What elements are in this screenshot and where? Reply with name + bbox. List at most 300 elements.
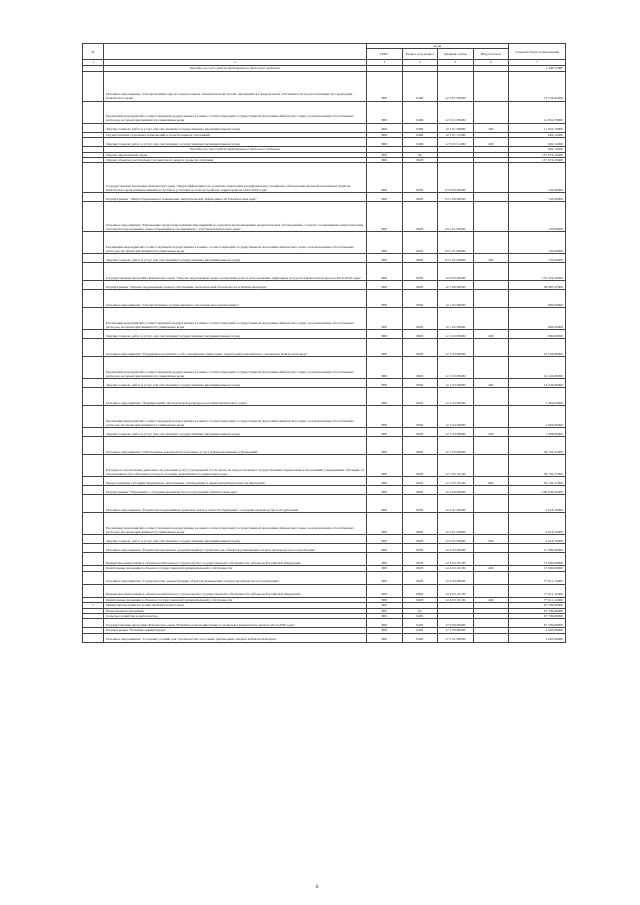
cell-grbs: 808 [367, 379, 403, 388]
cell-vr: 200 [473, 428, 509, 437]
cell-vr [473, 202, 509, 232]
cell-name: Закупка товаров, работ и услуг для обеспечения государственных (муниципальных) нужд [104, 428, 367, 437]
cell-grbs: 808 [367, 281, 403, 290]
cell-rz: 0603 [402, 330, 438, 339]
cell-vr [473, 281, 509, 290]
table-row [83, 406, 566, 428]
cell-grbs: 808 [367, 71, 403, 101]
cell-rz: 0603 [402, 544, 438, 553]
cell-sum: 17 000,00000 [509, 566, 566, 571]
table-row [83, 495, 566, 513]
cell-cs: 12 1 03 09990 [438, 379, 474, 388]
cell-rz: 0603 [402, 406, 438, 428]
cell-grbs: 808 [367, 254, 403, 263]
cell-grbs: 808 [367, 132, 403, 137]
cell-grbs: 808 [367, 138, 403, 147]
cell-name: Закупка товаров, работ и услуг для обеспечения государственных (муниципальных) нужд [104, 138, 367, 147]
cell-rz: 0603 [402, 571, 438, 584]
cell-grbs: 809 [367, 628, 403, 633]
cell-cs: 12 3 01 51280 [438, 138, 474, 147]
cell-name: Предоставление субсидий бюджетным, автономным учреждениям и иным некоммерческим организациям [104, 477, 367, 486]
cell-sum: 602,12200 [509, 138, 566, 147]
cell-n [83, 486, 104, 495]
table-row [83, 330, 566, 339]
cell-grbs: 808 [367, 232, 403, 254]
cell-cs: 12 1 04 09990 [438, 406, 474, 428]
colnum-6: 6 [473, 60, 509, 65]
cell-sum: 11 952,70000 [509, 101, 566, 123]
cell-cs: 12 4 01 09990 [438, 535, 474, 544]
cell-n [83, 455, 104, 477]
cell-cs: 12 4 00 00000 [438, 486, 474, 495]
cell-grbs: 808 [367, 330, 403, 339]
cell-cs: 17 1 01 00000 [438, 633, 474, 642]
cell-grbs: 808 [367, 566, 403, 571]
cell-name: Реализация мероприятий соответствующей подпрограммы в рамках соответствующей государственной программы Камчатского края, за исключением обособленных расходов, которым присваиваются уникальные коды [104, 406, 367, 428]
cell-rz: 0603 [402, 495, 438, 513]
header-sum: Годовой объем ассигнований [509, 44, 566, 60]
cell-vr: 200 [473, 535, 509, 544]
cell-name: Основное мероприятие "Проведение энергосберегающих мероприятий по результатам проведенных энергетических обследований, согласно составленным энергетическим паспортам и программам энергосбережения в организациях с участием Камчатского края" [104, 202, 367, 232]
cell-sum: 77 611,12400 [509, 597, 566, 602]
cell-name: Реализация мероприятий соответствующей подпрограммы в рамках соответствующей государственной программы Камчатского края, за исключением обособленных расходов, которым присваиваются уникальные коды [104, 308, 367, 330]
cell-sum: 150,00000 [509, 254, 566, 263]
cell-n [83, 437, 104, 455]
cell-vr: 200 [473, 254, 509, 263]
cell-sum: 17 000,00000 [509, 544, 566, 553]
cell-rz: 0603 [402, 477, 438, 486]
cell-rz: 0603 [402, 281, 438, 290]
colnum-1: 1 [83, 60, 104, 65]
cell-rz: 0603 [402, 513, 438, 535]
cell-vr [473, 486, 509, 495]
header-codes: коды [367, 44, 509, 49]
cell-rz: 0603 [402, 597, 438, 602]
cell-rz: 0603 [402, 163, 438, 193]
table-row [83, 357, 566, 379]
cell-name: Основное мероприятие "Разработка нормативных правовых актов в области обращения с отходами производства и потребления" [104, 495, 367, 513]
cell-vr [473, 71, 509, 101]
cell-name: Расходы на обеспечение деятельности (оказание услуг) учреждений, в том числе на предоставление государственным бюджетным и автономным учреждениям субсидий, за исключением обособленных расходов, которым присваиваются уникальные коды [104, 455, 367, 477]
cell-cs: 12 3 01 51280 [438, 132, 474, 137]
cell-rz: 0603 [402, 428, 438, 437]
cell-grbs: 808 [367, 477, 403, 486]
cell-name: Расходы за счет средств федерального бюджета отдельно [104, 147, 367, 152]
table-row [83, 437, 566, 455]
cell-sum: 1 826,00000 [509, 388, 566, 406]
cell-rz: 0406 [402, 101, 438, 123]
cell-grbs: 809 [367, 633, 403, 642]
cell-rz: 0603 [402, 158, 438, 163]
cell-rz: 0603 [402, 202, 438, 232]
cell-vr [473, 455, 509, 477]
cell-n [83, 193, 104, 202]
cell-name: Капитальные вложения в объекты государственной (муниципальной) собственности [104, 566, 367, 571]
cell-name: Бюджетные инвестиции в объекты капитального строительства государственной собственности субъектов Российской Федерации [104, 553, 367, 566]
cell-vr: 200 [473, 379, 509, 388]
cell-cs: 12 3 01 00000 [438, 71, 474, 101]
cell-cs: 03 1 00 00000 [438, 193, 474, 202]
cell-name: Сельское хозяйство и рыболовство [104, 614, 367, 619]
cell-sum: 4 093,00000 [509, 628, 566, 633]
cell-n [83, 101, 104, 123]
cell-sum: 602,12200 [509, 147, 566, 152]
cell-n [83, 584, 104, 597]
cell-grbs: 809 [367, 608, 403, 613]
cell-sum: 77 611,12400 [509, 584, 566, 597]
cell-rz: 0405 [402, 614, 438, 619]
cell-vr [473, 388, 509, 406]
cell-grbs: 808 [367, 357, 403, 379]
cell-vr [473, 544, 509, 553]
cell-rz: 0603 [402, 566, 438, 571]
cell-grbs: 808 [367, 158, 403, 163]
cell-name: Закупка товаров, работ и услуг для обеспечения государственных (муниципальных) нужд [104, 254, 367, 263]
table-row [83, 71, 566, 101]
cell-cs: 12 1 00 00000 [438, 281, 474, 290]
cell-rz: 0406 [402, 71, 438, 101]
cell-name: Министерство рыбного хозяйства Камчатского края [104, 603, 367, 608]
cell-rz: 0603 [402, 535, 438, 544]
cell-rz: 0603 [402, 357, 438, 379]
cell-name: Подпрограмма "Энергосбережение и повышение энергетической эффективности в Камчатском крае" [104, 193, 367, 202]
cell-rz: 0405 [402, 628, 438, 633]
cell-sum: 100 629,32400 [509, 486, 566, 495]
cell-name: Основное мероприятие "Обеспечение деятельности (оказание услуг) подведомственных учреждений" [104, 437, 367, 455]
cell-vr: 200 [473, 123, 509, 132]
cell-name: Подпрограмма "Развитие аквакультуры" [104, 628, 367, 633]
cell-vr [473, 633, 509, 642]
colnum-3: 3 [367, 60, 403, 65]
cell-name: Реализация мероприятий соответствующей подпрограммы в рамках соответствующей государственной программы Камчатского края, за исключением обособленных расходов, которым присваиваются уникальные коды [104, 101, 367, 123]
cell-vr [473, 232, 509, 254]
table-row [83, 163, 566, 193]
cell-vr: 600 [473, 477, 509, 486]
page-number: 8 [316, 885, 319, 890]
cell-n [83, 513, 104, 535]
cell-rz: 0603 [402, 254, 438, 263]
cell-grbs: 808 [367, 535, 403, 544]
colnum-2: 2 [104, 60, 367, 65]
cell-n [83, 619, 104, 628]
table-row [83, 281, 566, 290]
cell-rz: 0406 [402, 123, 438, 132]
cell-n [83, 428, 104, 437]
cell-rz: 0603 [402, 339, 438, 357]
cell-n [83, 553, 104, 566]
cell-sum: 12 554,82200 [509, 71, 566, 101]
cell-n [83, 232, 104, 254]
cell-rz: 04 [402, 608, 438, 613]
header-grbs: ГРБС [367, 49, 403, 60]
cell-sum: 1 449,31800 [509, 65, 566, 71]
cell-cs: 03 0 00 00000 [438, 163, 474, 193]
cell-vr [473, 263, 509, 281]
cell-grbs: 808 [367, 388, 403, 406]
cell-n [83, 138, 104, 147]
cell-n [83, 330, 104, 339]
table-row [83, 339, 566, 357]
cell-sum: 4 093,00000 [509, 633, 566, 642]
cell-grbs: 808 [367, 263, 403, 281]
cell-grbs: 808 [367, 455, 403, 477]
cell-cs: 12 4 02 10130 [438, 566, 474, 571]
cell-rz: 0603 [402, 584, 438, 597]
cell-vr [473, 290, 509, 308]
cell-n [83, 535, 104, 544]
cell-sum: 157 524,50400 [509, 263, 566, 281]
cell-grbs: 808 [367, 544, 403, 553]
cell-n [83, 339, 104, 357]
cell-n [83, 406, 104, 428]
cell-name: Закупка товаров, работ и услуг для обеспечения государственных (муниципальных) нужд [104, 535, 367, 544]
cell-name: Основное мероприятие "Осуществление мер по охране водных объектов или их частей, находящихся в федеральной собственности и расположенных на территории Камчатского края" [104, 71, 367, 101]
header-vr: Вид расходов [473, 49, 509, 60]
cell-cs: 12 1 04 00000 [438, 388, 474, 406]
cell-sum: 38 895,37000 [509, 281, 566, 290]
cell-name: Основное мероприятие "Формирование экологической культуры населения Камчатского края" [104, 388, 367, 406]
cell-vr: 400 [473, 597, 509, 602]
cell-cs: 12 4 01 09990 [438, 513, 474, 535]
cell-cs: 17 0 00 00000 [438, 619, 474, 628]
table-row [83, 544, 566, 553]
table-row [83, 571, 566, 584]
table-row [83, 308, 566, 330]
cell-grbs: 808 [367, 553, 403, 566]
cell-grbs: 808 [367, 571, 403, 584]
cell-n [83, 163, 104, 193]
cell-vr [473, 357, 509, 379]
colnum-5: 5 [438, 60, 474, 65]
table-row [83, 232, 566, 254]
cell-sum: 11 952,70000 [509, 123, 566, 132]
cell-vr: 200 [473, 138, 509, 147]
cell-n [83, 633, 104, 642]
cell-cs: 03 1 01 09990 [438, 254, 474, 263]
cell-vr [473, 163, 509, 193]
cell-grbs: 808 [367, 597, 403, 602]
cell-vr [473, 101, 509, 123]
cell-n [83, 571, 104, 584]
cell-n: 7 [83, 603, 104, 608]
header-num: № [83, 44, 104, 60]
cell-sum: 1 826,00000 [509, 406, 566, 428]
cell-n [83, 308, 104, 330]
cell-sum: 602,12200 [509, 132, 566, 137]
cell-vr [473, 437, 509, 455]
cell-cs: 12 4 03 10130 [438, 584, 474, 597]
cell-sum: 67 709,80000 [509, 614, 566, 619]
cell-cs: 12 1 05 10140 [438, 455, 474, 477]
cell-vr: 400 [473, 566, 509, 571]
table-row [83, 633, 566, 642]
cell-rz: 0603 [402, 263, 438, 281]
cell-rz: 0603 [402, 455, 438, 477]
colnum-7: 7 [509, 60, 566, 65]
cell-rz: 0603 [402, 308, 438, 330]
cell-rz: 0603 [402, 437, 438, 455]
cell-grbs: 808 [367, 308, 403, 330]
cell-rz: 0406 [402, 132, 438, 137]
cell-name: Охрана объектов растительного и животного мира и среды их обитания [104, 158, 367, 163]
cell-vr [473, 584, 509, 597]
cell-sum: 4 018,10000 [509, 495, 566, 513]
cell-rz: 0603 [402, 388, 438, 406]
cell-sum: 150,00000 [509, 202, 566, 232]
cell-vr [473, 571, 509, 584]
table-row [83, 455, 566, 477]
cell-grbs: 809 [367, 603, 403, 608]
cell-cs: 12 3 01 09990 [438, 123, 474, 132]
cell-grbs: 808 [367, 584, 403, 597]
cell-name: Закупка товаров, работ и услуг для обеспечения государственных (муниципальных) нужд [104, 330, 367, 339]
cell-sum: 14 526,80000 [509, 357, 566, 379]
cell-n [83, 544, 104, 553]
table-row [83, 263, 566, 281]
cell-vr [473, 619, 509, 628]
cell-sum: 157 674,50400 [509, 158, 566, 163]
cell-name: Реализация мероприятий соответствующей подпрограммы в рамках соответствующей государственной программы Камчатского края, за исключением обособленных расходов, которым присваиваются уникальные коды [104, 513, 367, 535]
cell-sum: 67 709,80000 [509, 619, 566, 628]
cell-n [83, 477, 104, 486]
cell-rz: 06 [402, 152, 438, 157]
cell-name: Бюджетные инвестиции в объекты капитального строительства государственной собственности субъектов Российской Федерации [104, 584, 367, 597]
cell-cs: 12 1 04 09990 [438, 428, 474, 437]
cell-sum: 800,00000 [509, 330, 566, 339]
cell-cs: 12 4 01 00000 [438, 495, 474, 513]
cell-rz: 0603 [402, 553, 438, 566]
cell-vr [473, 308, 509, 330]
table-row [83, 101, 566, 123]
cell-name: Государственная программа Камчатского края "Энергоэффективность, развитие энергетики и коммунального хозяйства, обеспечение жителей населенных пунктов Камчатского края коммунальными услугами и услугами по благоустройству территорий на 2014-2018 годы" [104, 163, 367, 193]
cell-grbs: 808 [367, 406, 403, 428]
table-body [83, 65, 566, 642]
cell-grbs: 808 [367, 193, 403, 202]
cell-name: Основное мероприятие "Поддержка и развитие особо охраняемых природных территорий регионального значения в Камчатском крае" [104, 339, 367, 357]
cell-n [83, 263, 104, 281]
cell-cs: 12 3 01 09990 [438, 101, 474, 123]
cell-name: Закупка товаров, работ и услуг для обеспечения государственных (муниципальных) нужд [104, 379, 367, 388]
cell-grbs: 808 [367, 486, 403, 495]
cell-sum: 1 826,00000 [509, 428, 566, 437]
table-row [83, 379, 566, 388]
cell-name: Государственная программа Камчатского края "Развитие рыбохозяйственного комплекса Камчатского края на 2014-2020 годы" [104, 619, 367, 628]
cell-n [83, 388, 104, 406]
cell-n [83, 495, 104, 513]
cell-sum: 4 018,10000 [509, 513, 566, 535]
cell-name: Подпрограмма "Обращение с отходами производства и потребления в Камчатском крае" [104, 486, 367, 495]
cell-vr [473, 193, 509, 202]
cell-grbs: 808 [367, 101, 403, 123]
cell-sum: 17 000,00000 [509, 553, 566, 566]
table-row [83, 513, 566, 535]
table-row [83, 619, 566, 628]
cell-sum: 157 674,50400 [509, 152, 566, 157]
cell-grbs: 808 [367, 437, 403, 455]
cell-rz: 0405 [402, 633, 438, 642]
cell-n [83, 71, 104, 101]
cell-sum: 39 742,47000 [509, 477, 566, 486]
cell-name: Национальная экономика [104, 608, 367, 613]
cell-sum: 39 742,47000 [509, 437, 566, 455]
cell-grbs: 808 [367, 428, 403, 437]
cell-cs: 12 4 03 00000 [438, 571, 474, 584]
cell-sum: 67 709,80000 [509, 603, 566, 608]
table-row [83, 535, 566, 544]
table-row [83, 290, 566, 308]
cell-cs: 12 4 03 10130 [438, 597, 474, 602]
cell-vr [473, 339, 509, 357]
cell-name: Основное мероприятие "Создание условий для строительства лососевых рыбоводных заводов в Камчатском крае" [104, 633, 367, 642]
cell-name: Основное мероприятие "Строительство, реконструкция объектов размещения отходов производства и потребления" [104, 571, 367, 584]
cell-rz: 0603 [402, 379, 438, 388]
cell-cs: 12 0 00 00000 [438, 263, 474, 281]
cell-grbs: 808 [367, 152, 403, 157]
cell-n [83, 290, 104, 308]
cell-name: Основное мероприятие "Осуществление государственного экологического мониторинга" [104, 290, 367, 308]
cell-grbs: 808 [367, 290, 403, 308]
table-row [83, 428, 566, 437]
budget-table [82, 43, 566, 643]
cell-name: Закупка товаров, работ и услуг для обеспечения государственных (муниципальных) нужд [104, 123, 367, 132]
cell-vr [473, 553, 509, 566]
cell-rz: 0405 [402, 619, 438, 628]
table-row [83, 584, 566, 597]
cell-sum: 150,00000 [509, 232, 566, 254]
cell-n [83, 281, 104, 290]
cell-grbs: 809 [367, 614, 403, 619]
table-row [83, 477, 566, 486]
cell-grbs: 808 [367, 495, 403, 513]
cell-vr: 200 [473, 330, 509, 339]
cell-vr [473, 495, 509, 513]
cell-n [83, 202, 104, 232]
cell-n [83, 123, 104, 132]
cell-grbs: 808 [367, 123, 403, 132]
cell-sum: 67 709,80000 [509, 608, 566, 613]
cell-n [83, 379, 104, 388]
cell-sum: 77 611,12400 [509, 571, 566, 584]
table-row [83, 138, 566, 147]
table-row [83, 388, 566, 406]
cell-cs: 12 1 05 00000 [438, 437, 474, 455]
cell-rz: 0603 [402, 193, 438, 202]
cell-name: Реализация мероприятий соответствующей подпрограммы в рамках соответствующей государственной программы Камчатского края, за исключением обособленных расходов, которым присваиваются уникальные коды [104, 357, 367, 379]
cell-sum: 800,00000 [509, 308, 566, 330]
cell-vr [473, 513, 509, 535]
cell-rz: 0603 [402, 232, 438, 254]
table-row [83, 486, 566, 495]
cell-sum: 14 526,80000 [509, 339, 566, 357]
header-razdel: Раздел, под-раздел [402, 49, 438, 60]
cell-rz: 0406 [402, 138, 438, 147]
cell-name: Реализация мероприятий соответствующей подпрограммы в рамках соответствующей государственной программы Камчатского края, за исключением обособленных расходов, которым присваиваются уникальные коды [104, 232, 367, 254]
table-row [83, 193, 566, 202]
cell-rz: 0603 [402, 486, 438, 495]
cell-cs: 17 1 00 00000 [438, 628, 474, 633]
cell-cs: 12 1 02 09990 [438, 308, 474, 330]
cell-grbs: 808 [367, 513, 403, 535]
cell-cs: 12 1 03 00000 [438, 339, 474, 357]
cell-name: Подпрограмма "Охрана окружающей среды и обеспечение экологической безопасности в Камчатском крае" [104, 281, 367, 290]
cell-name: Государственная программа Камчатского края "Охрана окружающей среды, воспроизводство и использование природных ресурсов в Камчатском крае на 2016-2020 годы" [104, 263, 367, 281]
cell-grbs: 808 [367, 202, 403, 232]
cell-rz: 0603 [402, 290, 438, 308]
table-row [83, 553, 566, 566]
cell-cs: 03 1 01 09990 [438, 232, 474, 254]
cell-sum: 150,00000 [509, 163, 566, 193]
table-row [83, 123, 566, 132]
